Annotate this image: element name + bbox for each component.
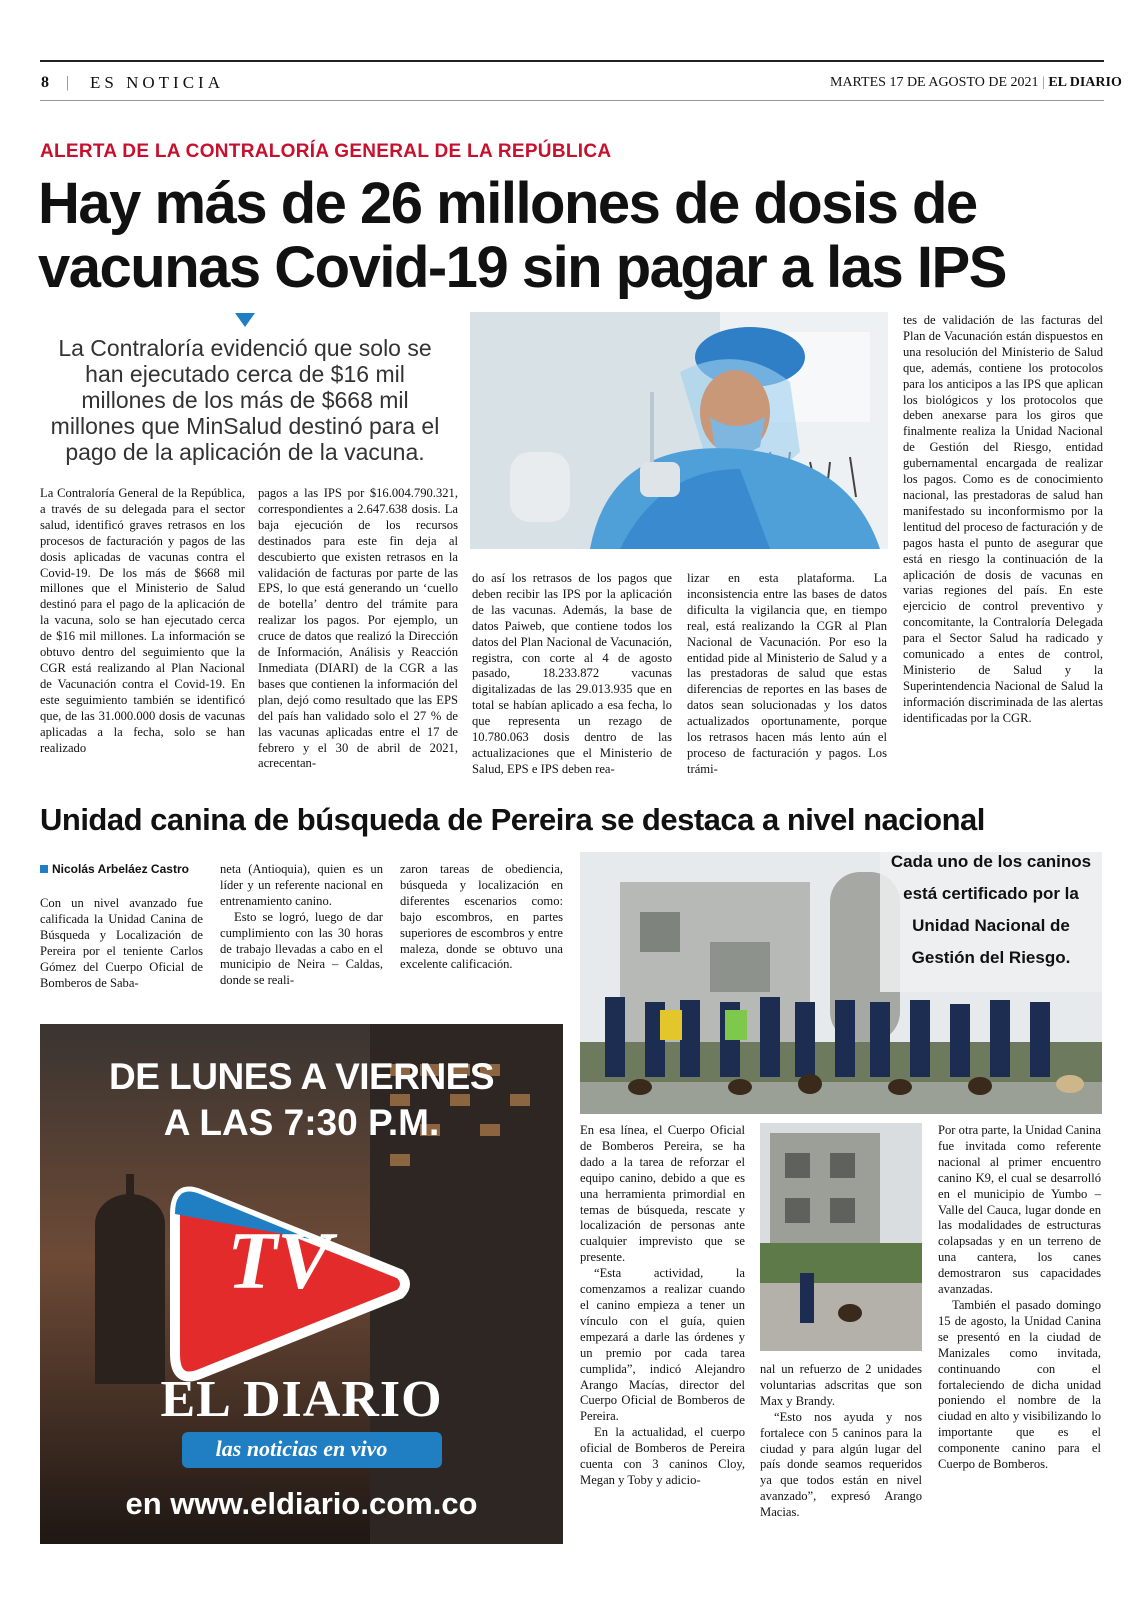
article1-kicker: ALERTA DE LA CONTRALORÍA GENERAL DE LA REPÚBLICA [40,141,612,162]
deck-triangle-icon [235,313,255,327]
article2-col3 [400,862,563,973]
article2-col2-text: neta (Antioquia), quien es un líder y un referente nacional en entrenamiento canino. [220,862,383,908]
ad-website-link[interactable]: en www.eldiario.com.co [125,1486,478,1521]
article2-byline [40,862,189,876]
caption-line4: Gestión del Riesgo. [911,948,1071,967]
caption-line2: está certificado por la [903,884,1079,903]
header-separator: | [66,74,70,91]
article1-deck: La Contraloría evidenció que solo se han ejecutado cerca de $16 mil millones de los más de $668 mil millones que MinSalud destinó para el pago de la aplicación de la vacuna. [50,335,440,465]
ad-tagline: las noticias en vivo [215,1436,388,1461]
canine-unit-photo [580,852,1102,1114]
section-name: ES NOTICIA [90,73,224,92]
caption-line1: Cada uno de los caninos [890,852,1092,871]
ad-logo-tv: TV [227,1215,332,1306]
article1-col3-text: do así los retrasos de los pagos que deben recibir las IPS por la aplicación de las vacunas. Además, la base de datos Paiweb, que contiene todos los datos del Plan Nacional de Vacunación, registra, con corte al 4 de agosto pasado, 18.233.872 vacunas digitalizadas de las 29.013.935 que en total se habían aplicado a esa fecha, lo que representa un rezago de 10.780.063 dosis dentro de las actualizaciones que el Ministerio de Salud, EPS e IPS deben rea- [472,571,672,776]
article2-col4a-text: En esa línea, el Cuerpo Oficial de Bomberos Pereira, se ha dado a la tarea de reforzar el equipo canino, debido a que es una herramienta primordial en temas de búsqueda, rescate y localización de personas ante cualquier imprevisto que se presente. [580,1123,745,1265]
article2-col5b-text: “Esto nos ayuda y nos fortalece con 5 caninos para la ciudad y para algún lugar del país donde seamos requeridos ya que todos están en nivel avanzado”, expresó Arango Macias. [760,1409,922,1520]
article1-col1 [40,486,245,756]
dog-handler-photo [760,1123,922,1351]
article1-col5-text: tes de validación de las facturas del Plan de Vacunación están dispuestos en una resolución del Ministerio de Salud que, además, contiene los protocolos para los anticipos a las IPS que aplican los biológicos y los protocolos que deben anexarse para los giros que finalmente realiza la Unidad Nacional de Gestión del Riesgo, entidad gubernamental encargada de realizar los pagos. Como es de conocimiento nacional, las prestadoras de salud han manifestado su inconformismo por la lentitud del proceso de facturación y de pagos hasta el punto de asegurar que está en riesgo la continuación de la aplicación de dosis de vacunas en varias regiones del país. En este ejercicio de control preventivo y concomitante, la Contraloría Delegada para el Sector Salud ha radicado y comunicado a entes de control, Ministerio de Salud y la Superintendencia Nacional de Salud la información discriminada de las alertas identificadas por la CGR. [903,313,1103,725]
caption-line3: Unidad Nacional de [912,916,1070,935]
header-divider [40,100,1104,101]
article2-col5a-text: nal un refuerzo de 2 unidades voluntarias adscritas que son Max y Brandy. [760,1362,922,1408]
article2-headline: Unidad canina de búsqueda de Pereira se destaca a nivel nacional [40,802,985,837]
article2-col6b-text: También el pasado domingo 15 de agosto, la Unidad Canina se presentó en la ciudad de Manizales como invitada, continuando con el fortaleciendo de dicha unidad poniendo el nombre de la ciudad en alto y visibilizando lo importante que es el componente canino para el Cuerpo de Bomberos. [938,1297,1101,1472]
article2-col4c-text: En la actualidad, el cuerpo oficial de Bomberos de Pereira cuenta con 3 caninos Cloy, Megan y Toby y adicio- [580,1425,745,1487]
article1-col1-text: La Contraloría General de la República, a través de su delegada para el sector salud, identificó graves retrasos en los procesos de facturación y pagos de las dosis aplicadas de vacunas contra el Covid-19. De los más de $668 mil millones que el Ministerio de Salud destinó para el pago de la aplicación de la vacuna, solo se han ejecutado cerca de $16 mil millones. La información se obtuvo dentro del seguimiento que la CGR está realizando al Plan Nacional de Vacunación contra el Covid-19. En este seguimiento también se identificó que, de las 31.000.000 dosis de vacunas aplicadas a la fecha, solo se han realizado [40,486,245,755]
article1-col4 [687,571,887,778]
article2-col6a-text: Por otra parte, la Unidad Canina fue invitada como referente nacional al primer encuentro canino K9, el cual se desarrolló en el municipio de Yumbo – Valle del Cauca, lugar donde en las modalidades de estructuras colapsadas y en un terreno de una cantera, los canes demostraron sus capacidades avanzadas. [938,1123,1101,1297]
issue-date: MARTES 17 DE AGOSTO DE 2021 [830,75,1039,90]
article2-col6 [938,1123,1101,1473]
photo-caption [880,852,1102,974]
header-date-line: MARTES 17 DE AGOSTO DE 2021 | EL DIARIO [830,75,1122,90]
headline-line2: vacunas Covid-19 sin pagar a las IPS [38,235,1006,300]
byline-square-icon [40,865,48,873]
byline-name: Nicolás Arbeláez Castro [52,862,189,876]
article2-col1-text: Con un nivel avanzado fue calificada la Unidad Canina de Búsqueda y Localización de Pereira por el teniente Carlos Gómez del Cuerpo Oficial de Bomberos de Saba- [40,896,203,990]
headline-line1: Hay más de 26 millones de dosis de [38,171,977,236]
article1-col3 [472,571,672,778]
article2-col4b-text: “Esta actividad, la comenzamos a realizar cuando el canino empieza a tener un vínculo con el guía, quien empezará a darle las órdenes y un premio por cada tarea cumplida”, indicó Alejandro Arango Macías, director del Cuerpo Oficial de Bomberos de Pereira. [580,1266,745,1424]
article2-col5 [760,1362,922,1521]
ad-schedule-line1: DE LUNES A VIERNES [108,1056,495,1097]
article2-col1 [40,896,203,991]
paper-name: EL DIARIO [1048,75,1122,90]
tv-advertisement [40,1024,563,1544]
article1-headline [38,172,1118,300]
article2-col2b-text: Esto se logró, luego de dar cumplimiento con las 30 horas de trabajo llevadas a cabo en el municipio de Neira – Caldas, donde se reali- [220,909,383,988]
ad-schedule-line2: A LAS 7:30 P.M. [163,1102,440,1143]
article2-col2 [220,862,383,989]
article1-col5 [903,313,1103,727]
page-number: 8 [41,74,49,91]
article2-col4 [580,1123,745,1489]
article1-col2 [258,486,458,772]
top-rule [40,60,1104,62]
article1-col2-text: pagos a las IPS por $16.004.790.321, correspondientes a 2.647.638 dosis. La baja ejecución de los recursos destinados para este fin deja al descubierto que existen retrasos en la validación de facturas por parte de las EPS, lo que está generando un ‘cuello de botella’ dentro del trámite para realizar los pagos. Por ejemplo, un cruce de datos que realizó la Dirección de Información, Análisis y Reacción Inmediata (DIARI) de la CGR a las bases que contienen la información del plan, dejó como resultado que las EPS del país han validado solo el 27 % de las vacunas aplicadas entre el 17 de febrero y el 30 de abril de 2021, acrecentan- [258,486,458,771]
ad-logo-name: EL DIARIO [160,1371,443,1428]
article1-col4-text: lizar en esta plataforma. La inconsistencia entre las bases de datos dificulta la vigilancia que, en tiempo real, está realizando la CGR al Plan Nacional de Vacunación. Por eso la entidad pide al Ministerio de Salud y a las prestadoras de salud que estas diferencias de reportes en las bases de datos sean solucionadas y los datos actualizados oportunamente, porque los retrasos hacen más lento aún el proceso de facturación y pagos. Los trámi- [687,571,887,776]
article2-col3-text: zaron tareas de obediencia, búsqueda y localización en diferentes escenarios como: bajo escombros, en partes superiores de escombros y entre maleza, donde se obtuvo una excelente calificación. [400,862,563,972]
vaccine-photo [470,312,888,549]
